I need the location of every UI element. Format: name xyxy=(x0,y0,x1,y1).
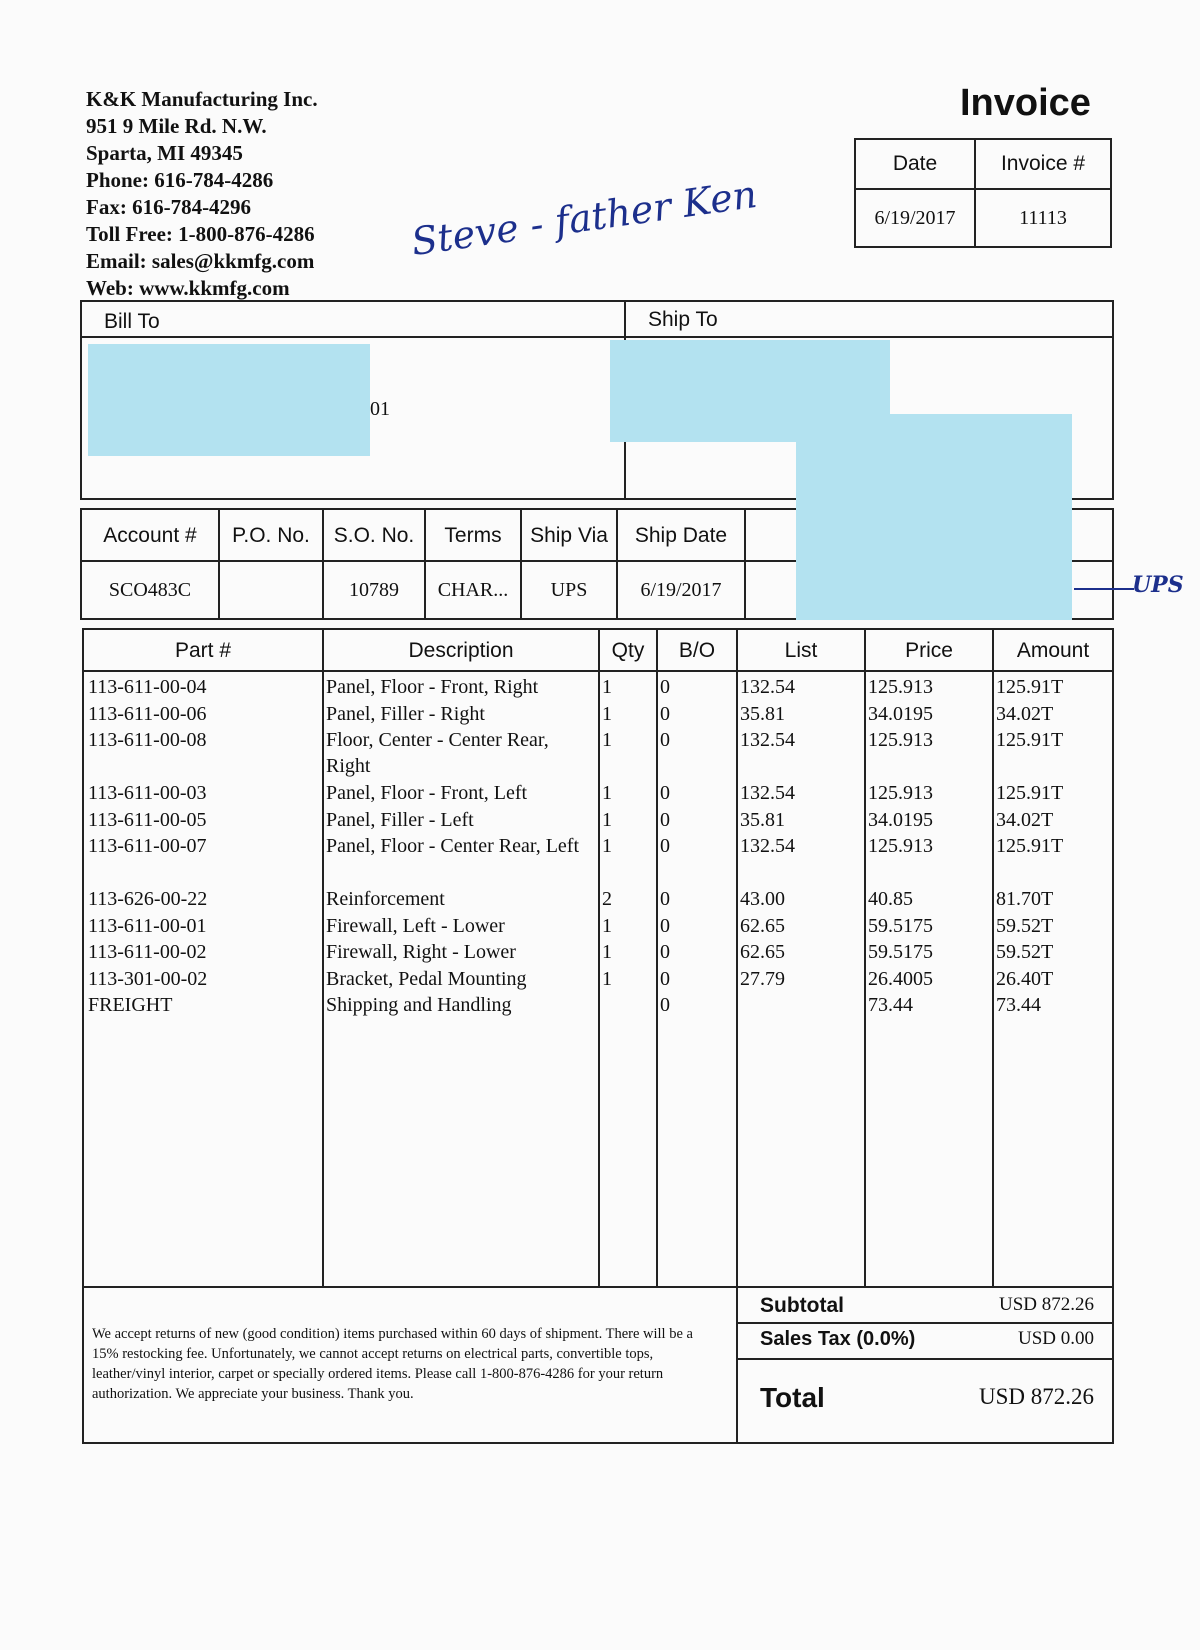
company-name: K&K Manufacturing Inc. xyxy=(86,87,318,111)
item-list-cell: 132.54 xyxy=(740,676,795,698)
item-amount-cell: 34.02T xyxy=(996,702,1054,725)
item-bo-cell: 0 xyxy=(660,941,670,963)
return-policy-text: We accept returns of new (good condition) items purchased within 60 days of shipment. There will be a 15% restocking fee. Unfortunately, we cannot accept returns on electrical parts, convertible tops, leather/vinyl interior, carpet or specially ordered items. Please call 1-800-876-4286 for your return authorization. We appreciate your business. Thank you. xyxy=(92,1326,693,1402)
sales-tax-value: USD 0.00 xyxy=(1017,1328,1094,1349)
so-number-header: S.O. No. xyxy=(333,524,415,547)
date-invoice-box xyxy=(854,138,1112,248)
invoice-number: 11113 xyxy=(1019,206,1067,229)
item-price-cell: 34.0195 xyxy=(868,808,933,831)
item-price-cell: 125.913 xyxy=(868,676,933,698)
items-col-divider xyxy=(656,630,658,1286)
item-amount-cell: 125.91T xyxy=(996,835,1064,857)
ship-via-value: UPS xyxy=(550,578,588,601)
item-price-cell: 125.913 xyxy=(868,835,933,857)
item-desc-cell: Panel, Floor - Center Rear, Left xyxy=(326,835,580,857)
item-price-cell: 26.4005 xyxy=(868,967,933,990)
item-desc-cell: Bracket, Pedal Mounting xyxy=(326,967,527,990)
items-col-divider xyxy=(736,630,738,1286)
company-fax: Fax: 616-784-4296 xyxy=(86,195,252,219)
company-email: Email: sales@kkmfg.com xyxy=(86,249,315,273)
list-header: List xyxy=(784,639,818,662)
ship-to-label: Ship To xyxy=(648,308,718,331)
item-part-cell: 113-611-00-06 xyxy=(88,702,207,725)
item-amount-cell: 81.70T xyxy=(996,888,1054,910)
item-part-cell: 113-611-00-02 xyxy=(88,941,207,963)
item-price-cell: 59.5175 xyxy=(868,941,933,963)
items-col-divider xyxy=(864,630,866,1286)
terms-value: CHAR... xyxy=(437,578,509,601)
sales-tax-label: Sales Tax (0.0%) xyxy=(760,1328,916,1350)
qty-header: Qty xyxy=(611,639,645,662)
item-amount-cell: 59.52T xyxy=(996,941,1054,963)
company-phone: Phone: 616-784-4286 xyxy=(86,168,274,192)
po-number-header: P.O. No. xyxy=(232,524,310,547)
item-qty-cell: 1 xyxy=(602,941,612,963)
item-bo-cell: 0 xyxy=(660,835,670,857)
item-list-cell: 62.65 xyxy=(740,914,785,937)
item-part-cell: FREIGHT xyxy=(88,994,173,1016)
part-number-header: Part # xyxy=(174,639,232,662)
item-part-cell: 113-611-00-05 xyxy=(88,808,207,831)
item-qty-cell: 2 xyxy=(602,888,612,910)
date-header: Date xyxy=(856,140,976,190)
item-price-cell: 125.913 xyxy=(868,729,933,751)
item-bo-cell: 0 xyxy=(660,676,670,698)
handwritten-arrow-line xyxy=(1074,588,1134,590)
account-number-header: Account # xyxy=(103,524,197,547)
item-desc-cell: Panel, Filler - Right xyxy=(326,702,485,725)
subtotal-separator xyxy=(738,1322,1112,1324)
item-list-cell: 132.54 xyxy=(740,729,795,751)
description-header: Description xyxy=(408,639,514,662)
bill-to-redaction xyxy=(88,344,370,456)
item-price-cell: 40.85 xyxy=(868,888,913,910)
item-qty-cell: 1 xyxy=(602,967,612,990)
item-qty-cell: 1 xyxy=(602,808,612,831)
item-list-cell: 132.54 xyxy=(740,835,795,857)
item-part-cell: 113-611-00-04 xyxy=(88,676,207,698)
company-address-line1: 951 9 Mile Rd. N.W. xyxy=(86,114,267,138)
item-part-cell: 113-611-00-03 xyxy=(88,782,207,804)
item-bo-cell: 0 xyxy=(660,914,670,937)
item-qty-cell: 1 xyxy=(602,729,612,751)
item-list-cell: 62.65 xyxy=(740,941,785,963)
bill-ship-header-row xyxy=(82,302,1112,338)
item-qty-cell: 1 xyxy=(602,782,612,804)
items-col-divider xyxy=(992,630,994,1286)
company-toll-free: Toll Free: 1-800-876-4286 xyxy=(86,222,315,246)
item-list-cell: 132.54 xyxy=(740,782,795,804)
item-qty-cell: 1 xyxy=(602,835,612,857)
item-desc-cell: Panel, Floor - Front, Right xyxy=(326,676,539,698)
bill-to-label: Bill To xyxy=(104,310,160,333)
bill-to-visible-text: 01 xyxy=(370,398,390,420)
item-qty-cell: 1 xyxy=(602,914,612,937)
item-qty-cell: 1 xyxy=(602,676,612,698)
item-desc-cell: Firewall, Right - Lower xyxy=(326,941,516,963)
tax-separator xyxy=(738,1358,1112,1360)
item-amount-cell: 26.40T xyxy=(996,967,1054,990)
item-part-cell: 113-611-00-01 xyxy=(88,914,207,937)
company-info xyxy=(86,86,318,302)
item-list-cell: 43.00 xyxy=(740,888,785,910)
item-bo-cell: 0 xyxy=(660,782,670,804)
amount-header: Amount xyxy=(1016,639,1090,662)
invoice-date: 6/19/2017 xyxy=(856,190,976,246)
item-desc-cell: Floor, Center - Center Rear, Right xyxy=(326,729,549,777)
item-bo-cell: 0 xyxy=(660,967,670,990)
item-desc-cell: Panel, Filler - Left xyxy=(326,808,474,831)
item-price-cell: 59.5175 xyxy=(868,914,933,937)
ship-date-value: 6/19/2017 xyxy=(640,578,722,601)
po-number-value xyxy=(220,562,322,618)
item-part-cell: 113-611-00-08 xyxy=(88,729,207,751)
item-list-cell: 35.81 xyxy=(740,808,785,831)
price-header: Price xyxy=(905,639,953,662)
item-desc-cell: Reinforcement xyxy=(326,888,445,910)
item-price-cell: 125.913 xyxy=(868,782,933,804)
item-amount-cell: 125.91T xyxy=(996,676,1064,698)
invoice-footer xyxy=(82,1288,1114,1444)
item-bo-cell: 0 xyxy=(660,994,670,1016)
item-bo-cell: 0 xyxy=(660,808,670,831)
terms-header: Terms xyxy=(444,524,502,547)
item-part-cell: 113-626-00-22 xyxy=(88,888,208,910)
invoice-title: Invoice xyxy=(960,82,1091,124)
ship-via-header: Ship Via xyxy=(530,524,608,547)
redaction-block xyxy=(796,414,1072,620)
item-amount-cell: 59.52T xyxy=(996,914,1054,937)
item-qty-cell: 1 xyxy=(602,702,612,725)
total-value: USD 872.26 xyxy=(978,1384,1094,1409)
so-number-value: 10789 xyxy=(349,578,399,601)
handwritten-ups-note: UPS xyxy=(1132,572,1184,598)
backorder-header: B/O xyxy=(678,639,716,662)
account-number-value: SCO483C xyxy=(108,578,192,601)
handwritten-note: Steve - father Ken xyxy=(408,171,760,265)
item-desc-cell: Shipping and Handling xyxy=(326,994,512,1016)
item-bo-cell: 0 xyxy=(660,729,670,751)
item-amount-cell: 125.91T xyxy=(996,782,1064,804)
item-amount-cell: 34.02T xyxy=(996,808,1054,831)
line-items-table xyxy=(82,628,1114,1288)
item-price-cell: 34.0195 xyxy=(868,702,933,725)
item-desc-cell: Panel, Floor - Front, Left xyxy=(326,782,528,804)
invoice-number-header: Invoice # xyxy=(976,140,1110,190)
item-list-cell: 27.79 xyxy=(740,967,785,990)
subtotal-label: Subtotal xyxy=(760,1294,844,1317)
ship-date-header: Ship Date xyxy=(634,524,728,547)
item-bo-cell: 0 xyxy=(660,702,670,725)
item-amount-cell: 73.44 xyxy=(996,994,1041,1016)
company-address-line2: Sparta, MI 49345 xyxy=(86,141,243,165)
item-price-cell: 73.44 xyxy=(868,994,913,1016)
total-label: Total xyxy=(760,1382,825,1413)
subtotal-value: USD 872.26 xyxy=(998,1294,1094,1315)
footer-divider xyxy=(736,1288,738,1442)
item-part-cell: 113-301-00-02 xyxy=(88,967,208,990)
item-bo-cell: 0 xyxy=(660,888,670,910)
item-list-cell: 35.81 xyxy=(740,702,785,725)
items-col-divider xyxy=(322,630,324,1286)
company-web: Web: www.kkmfg.com xyxy=(86,276,290,300)
item-desc-cell: Firewall, Left - Lower xyxy=(326,914,505,937)
items-col-divider xyxy=(598,630,600,1286)
item-part-cell: 113-611-00-07 xyxy=(88,835,207,857)
account-col-divider xyxy=(744,510,746,618)
item-amount-cell: 125.91T xyxy=(996,729,1064,751)
